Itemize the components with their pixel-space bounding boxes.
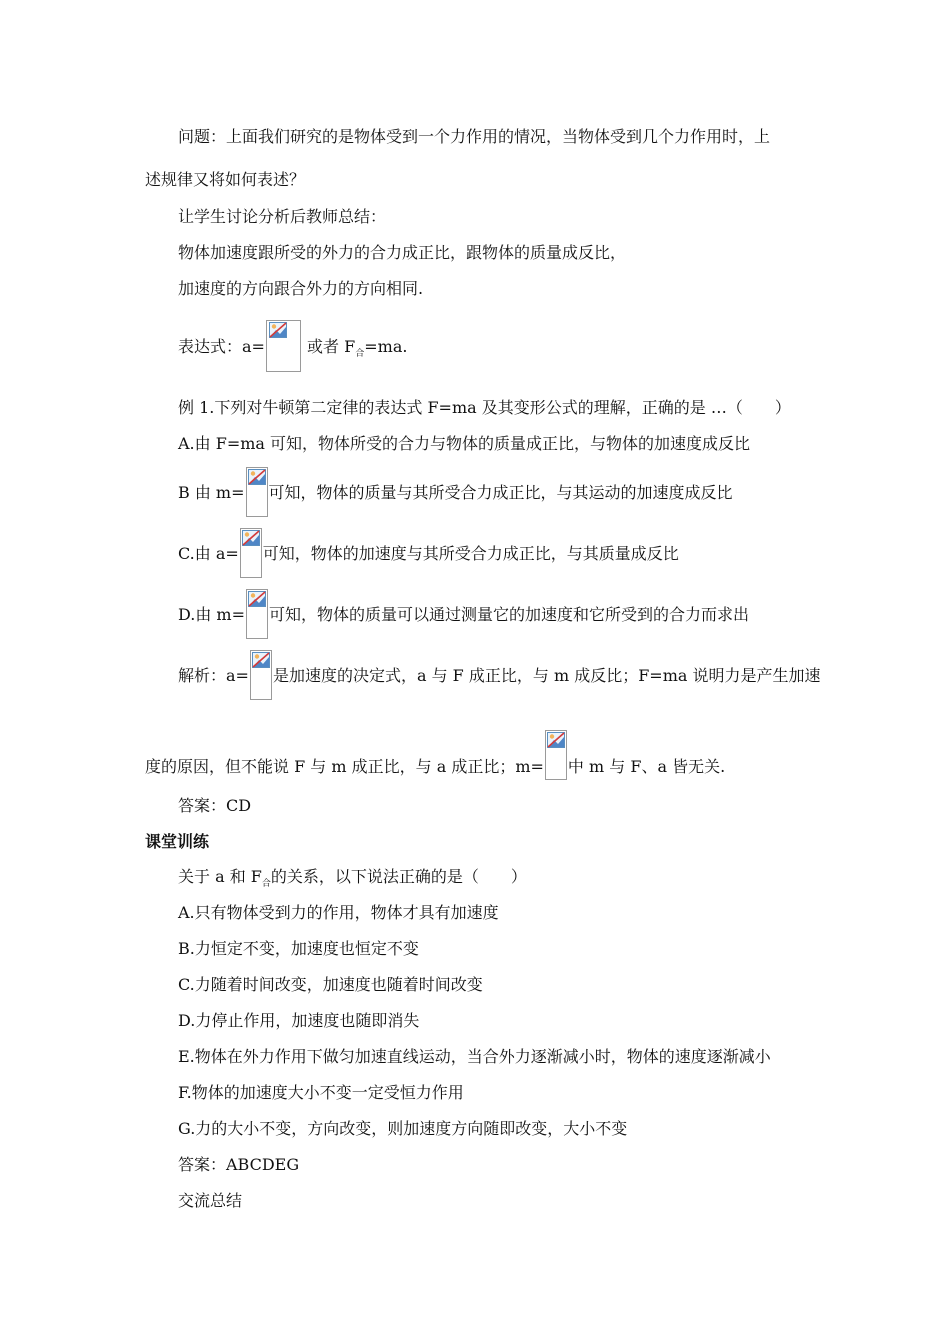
- option-b-prefix: B 由 m=: [178, 483, 245, 502]
- option-b-text: 可知，物体的质量与其所受合力成正比，与其运动的加速度成反比: [268, 483, 733, 502]
- analysis-text: 是加速度的决定式，a 与 F 成正比，与 m 成反比；F=ma 说明力是产生加速: [272, 666, 821, 685]
- teacher-summary-intro: 让学生讨论分析后教师总结：: [178, 207, 387, 226]
- subscript-he: 合: [355, 349, 365, 359]
- answer-2: 答案：ABCDEG: [178, 1155, 300, 1174]
- broken-image-icon: [547, 732, 565, 748]
- analysis-line-2: [145, 730, 725, 780]
- practice-option-c: C.力随着时间改变，加速度也随着时间改变: [178, 975, 483, 994]
- expression-mid: 或者 F: [307, 337, 356, 356]
- exchange-summary: 交流总结: [178, 1191, 243, 1210]
- broken-image-icon: [242, 530, 260, 546]
- option-c-text: 可知，物体的加速度与其所受合力成正比，与其质量成反比: [262, 544, 679, 563]
- formula-image-icon: [250, 650, 272, 700]
- practice-option-d: D.力停止作用，加速度也随即消失: [178, 1011, 420, 1030]
- answer-1: 答案：CD: [178, 796, 252, 815]
- practice-q-prefix: 关于 a 和 F: [178, 867, 262, 886]
- expression-post: =ma.: [364, 337, 408, 356]
- analysis-line-1: [178, 650, 821, 700]
- practice-option-f: F.物体的加速度大小不变一定受恒力作用: [178, 1083, 464, 1102]
- formula-image-icon: [240, 528, 262, 578]
- option-d-prefix: D.由 m=: [178, 605, 246, 624]
- formula-image-icon: [246, 467, 268, 517]
- example1-option-c: [178, 528, 679, 578]
- broken-image-icon: [248, 591, 266, 607]
- broken-image-icon: [252, 652, 270, 668]
- expression-line: [178, 322, 407, 375]
- example1-option-d: [178, 589, 749, 639]
- law-direction: 加速度的方向跟合外力的方向相同.: [178, 279, 424, 298]
- subscript-he: 合: [261, 879, 271, 889]
- analysis-prefix: 解析：a=: [178, 666, 249, 685]
- law-statement: 物体加速度跟所受的外力的合力成正比，跟物体的质量成反比，: [178, 243, 627, 262]
- analysis-l2-text: 中 m 与 F、a 皆无关.: [567, 757, 726, 776]
- question-line-1: 问题：上面我们研究的是物体受到一个力作用的情况，当物体受到几个力作用时，上: [178, 127, 771, 146]
- broken-image-icon: [268, 322, 288, 338]
- practice-question: [178, 867, 527, 890]
- formula-image-icon: [545, 730, 567, 780]
- example1-option-a: A.由 F=ma 可知，物体所受的合力与物体的质量成正比，与物体的加速度成反比: [178, 434, 751, 453]
- practice-option-b: B.力恒定不变，加速度也恒定不变: [178, 939, 419, 958]
- practice-option-a: A.只有物体受到力的作用，物体才具有加速度: [178, 903, 499, 922]
- option-c-prefix: C.由 a=: [178, 544, 239, 563]
- option-d-text: 可知，物体的质量可以通过测量它的加速度和它所受到的合力而求出: [269, 605, 750, 624]
- practice-q-text: 的关系，以下说法正确的是（ ）: [270, 867, 527, 886]
- formula-image-icon: [266, 320, 301, 372]
- expression-prefix: 表达式：a=: [178, 337, 265, 356]
- analysis-l2-prefix: 度的原因，但不能说 F 与 m 成正比，与 a 成正比；m=: [145, 757, 544, 776]
- example1-question: 例 1.下列对牛顿第二定律的表达式 F=ma 及其变形公式的理解，正确的是 …（ ）: [178, 398, 791, 417]
- formula-image-icon: [246, 589, 268, 639]
- section-heading: 课堂训练: [145, 832, 210, 851]
- example1-option-b: [178, 467, 733, 517]
- broken-image-icon: [248, 469, 266, 485]
- practice-option-e: E.物体在外力作用下做匀加速直线运动，当合外力逐渐减小时，物体的速度逐渐减小: [178, 1047, 771, 1066]
- practice-option-g: G.力的大小不变，方向改变，则加速度方向随即改变，大小不变: [178, 1119, 628, 1138]
- question-line-2: 述规律又将如何表述？: [145, 170, 306, 189]
